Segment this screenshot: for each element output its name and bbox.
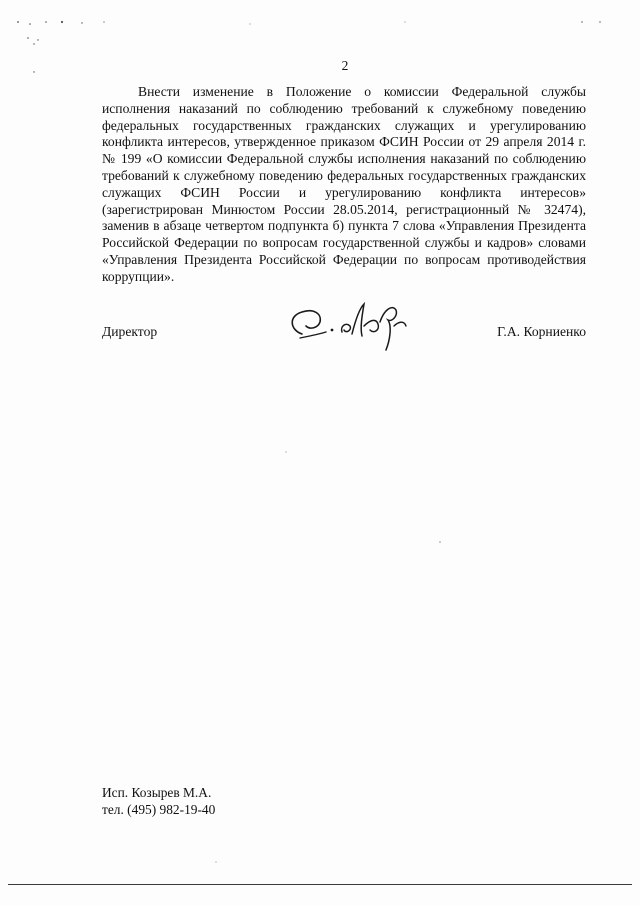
handwritten-signature-icon xyxy=(280,296,420,356)
bottom-scan-line xyxy=(8,884,632,885)
page-number: 2 xyxy=(341,58,349,73)
signature-block xyxy=(102,318,586,358)
signatory-name: Г.А. Корниенко xyxy=(497,324,586,339)
executor-contacts xyxy=(102,784,215,818)
signatory-title: Директор xyxy=(102,324,158,339)
executor-name: Исп. Козырев М.А. xyxy=(102,785,212,800)
body-paragraph: Внести изменение в Положение о комиссии Федеральной службы исполнения наказаний по соблюдению требований к служебному поведению федеральных государственных гражданских служащих и урегулированию конфликта интересов, утвержденное приказом ФСИН России от 29 апреля 2014 г. № 199 «О комиссии Федеральной службы исполнения наказаний по соблюдению требований к служебному поведению федеральных государственных гражданских служащих ФСИН России и урегулированию конфликта интересов» (зарегистрирован Минюстом России 28.05.2014, регистрационный № 32474), заменив в абзаце четвертом подпункта б) пункта 7 слова «Управления Президента Российской Федерации по вопросам государственной службы и кадров» словами «Управления Президента Российской Федерации по вопросам противодействия коррупции». xyxy=(102,84,586,284)
executor-phone: тел. (495) 982-19-40 xyxy=(102,802,216,817)
